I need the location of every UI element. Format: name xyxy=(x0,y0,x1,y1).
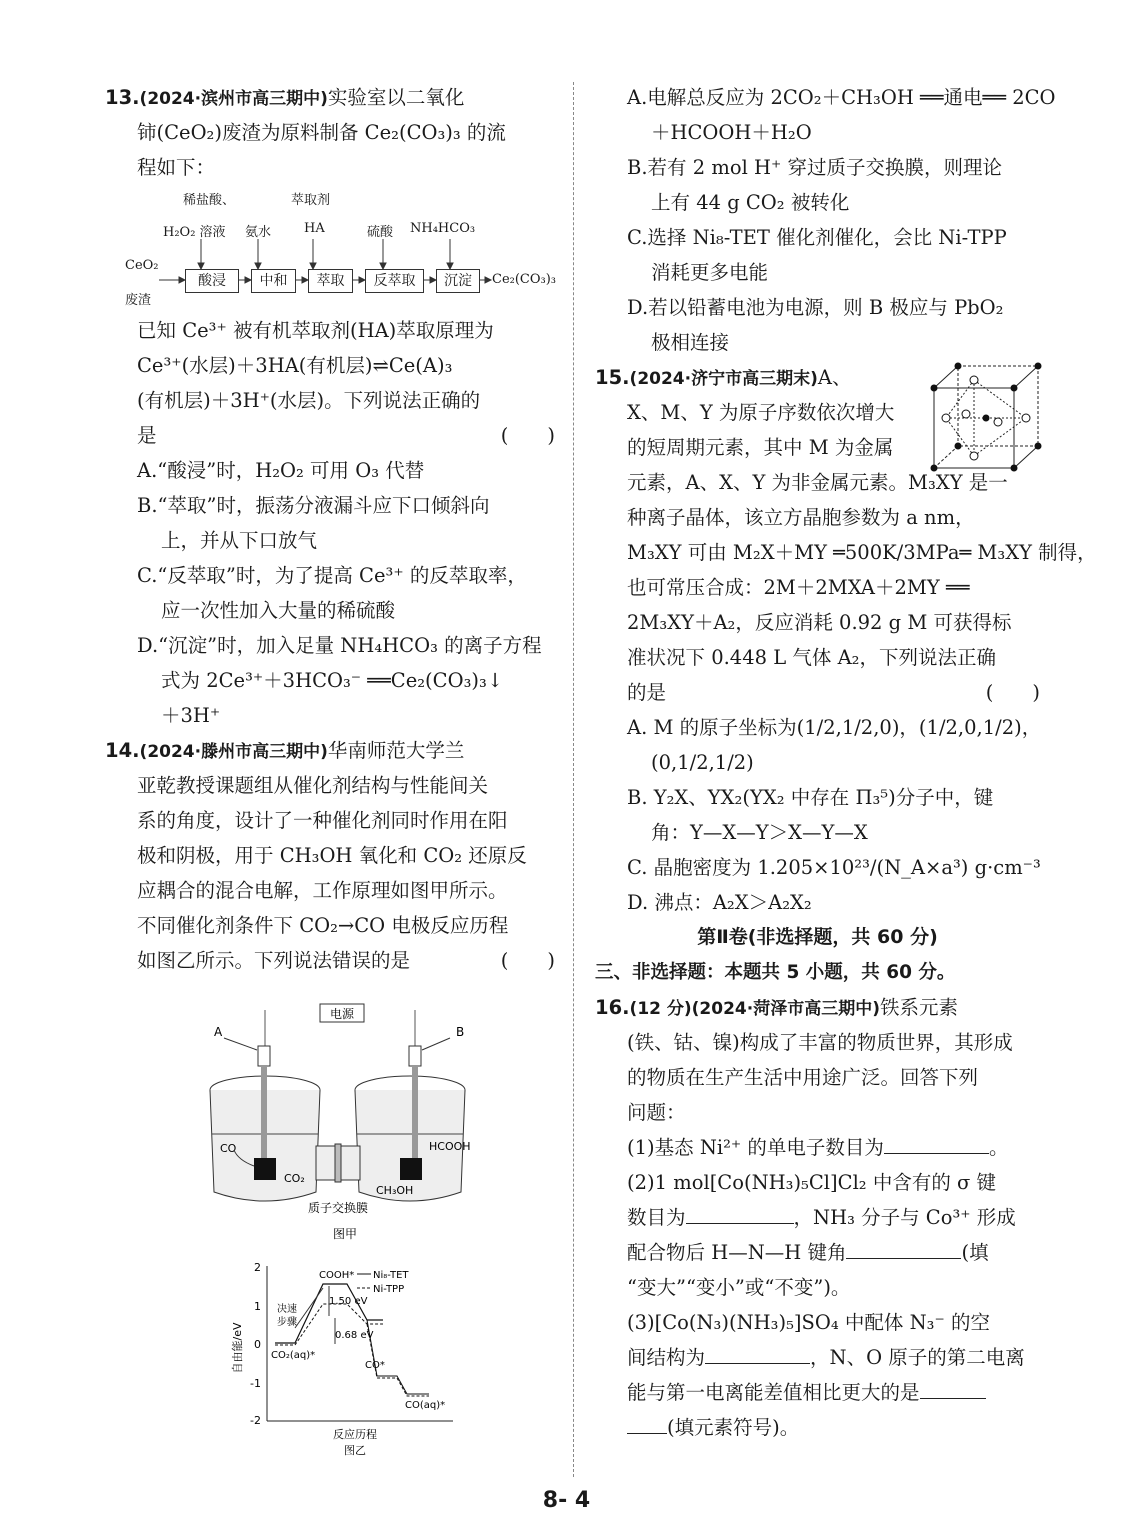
q15-text: M₃XY 可由 M₂X＋MY ═500K/3MPa═ M₃XY 制得， xyxy=(627,541,1097,564)
fig1-power-label: 电源 xyxy=(329,1007,355,1021)
q15-option-a: A. M 的原子坐标为(1/2,1/2,0)，(1/2,0,1/2)， xyxy=(627,716,1042,739)
q13-number: 13. xyxy=(105,86,140,109)
q15-text: X、M、Y 为原子序数依次增大 xyxy=(627,401,895,424)
flow-reagent: H₂O₂ 溶液 xyxy=(163,225,226,240)
q14-text: 系的角度，设计了一种催化剂同时作用在阳 xyxy=(137,809,508,832)
label-cooh: COOH* xyxy=(319,1270,355,1281)
q16-source: (12 分)(2024·菏泽市高三期中) xyxy=(629,999,880,1019)
flow-arrows xyxy=(105,185,555,313)
q14-text: 极和阴极，用于 CH₃OH 氧化和 CO₂ 还原反 xyxy=(137,844,527,867)
flow-reagent: 硫酸 xyxy=(367,225,394,240)
fig2-caption: 图乙 xyxy=(344,1444,366,1457)
label-co2aq: CO₂(aq)* xyxy=(271,1350,316,1361)
q15-source: (2024·济宁市高三期末) xyxy=(629,369,818,389)
q15-text: 2M₃XY＋A₂，反应消耗 0.92 g M 可获得标 xyxy=(627,611,1012,634)
q15-text: 种离子晶体，该立方晶胞参数为 a nm， xyxy=(627,506,975,529)
q13-first-line xyxy=(105,80,555,115)
fig1-ch3oh-label: CH₃OH xyxy=(376,1184,414,1197)
label-step: 决速 xyxy=(277,1304,297,1315)
flow-end: Ce₂(CO₃)₃ xyxy=(492,272,557,287)
q14-option-c: 消耗更多电能 xyxy=(651,261,769,284)
q15-option-b: B. Y₂X、YX₂(YX₂ 中存在 Π₃⁵)分子中，键 xyxy=(627,786,994,809)
answer-blank[interactable] xyxy=(627,1413,667,1434)
legend-entry: Ni₈-TET xyxy=(373,1270,409,1281)
answer-blank[interactable] xyxy=(920,1378,986,1399)
q13-text: 实验室以二氧化 xyxy=(327,86,465,109)
q16-part2: 配合物后 H—N—H 键角 (填 xyxy=(595,1235,1040,1270)
crystal-cell-figure xyxy=(928,362,1046,474)
q14-option-a: A.电解总反应为 2CO₂＋CH₃OH ══通电══ 2CO xyxy=(627,86,1056,109)
y-tick: 2 xyxy=(254,1261,261,1274)
flow-box-extract: 萃取 xyxy=(308,269,353,293)
y-axis-label: 自由能/eV xyxy=(231,1322,244,1374)
flow-start: 废渣 xyxy=(125,293,152,308)
q13-text: 程如下： xyxy=(137,156,216,179)
fig1-caption: 图甲 xyxy=(332,1227,358,1241)
left-column xyxy=(105,80,555,978)
q15-text: 的是 ( ) xyxy=(595,675,1040,710)
q15-text: 准状况下 0.448 L 气体 A₂，下列说法正确 xyxy=(627,646,996,669)
x-axis-label: 反应历程 xyxy=(333,1428,377,1441)
q14-option-d: 极相连接 xyxy=(651,331,730,354)
flow-reagent: NH₄HCO₃ xyxy=(410,221,476,236)
legend-entry: Ni-TPP xyxy=(373,1284,405,1295)
q13-option-d: 式为 2Ce³⁺＋3HCO₃⁻ ══Ce₂(CO₃)₃↓ xyxy=(161,669,504,692)
q13-option-c: C.“反萃取”时，为了提高 Ce³⁺ 的反萃取率， xyxy=(137,564,527,587)
fig1-co-label: CO xyxy=(220,1142,237,1155)
q15-number: 15. xyxy=(595,366,630,389)
q16-part3: (3)[Co(N₃)(NH₃)₅]SO₄ 中配体 N₃⁻ 的空 xyxy=(627,1311,990,1334)
q13-text: Ce³⁺(水层)＋3HA(有机层)⇌Ce(A)₃ xyxy=(137,354,453,377)
q14-number: 14. xyxy=(105,739,140,762)
q14-first-line: 14.(2024·滕州市高三期中)华南师范大学兰 xyxy=(105,739,465,762)
q14-option-b: B.若有 2 mol H⁺ 穿过质子交换膜，则理论 xyxy=(627,156,1002,179)
label-step: 步骤 xyxy=(277,1317,297,1328)
q14-text: 如图乙所示。下列说法错误的是 ( ) xyxy=(105,943,555,978)
q13-source: (2024·滨州市高三期中) xyxy=(139,89,328,109)
q13-option-b: B.“萃取”时，振荡分液漏斗应下口倾斜向 xyxy=(137,494,490,517)
q16-text: (铁、钴、镍)构成了丰富的物质世界，其形成 xyxy=(627,1031,1013,1054)
answer-parens: ( ) xyxy=(500,949,555,972)
q15-text: 也可常压合成：2M＋2MXA＋2MY ══ xyxy=(627,576,970,599)
q15-text: 的短周期元素，其中 M 为金属 xyxy=(627,436,894,459)
fig1-b-label: B xyxy=(456,1025,465,1039)
q13-text: 已知 Ce³⁺ 被有机萃取剂(HA)萃取原理为 xyxy=(137,319,494,342)
q13-text: 是 ( ) xyxy=(105,418,555,453)
answer-blank[interactable] xyxy=(705,1343,810,1364)
page-number: 8- 4 xyxy=(542,1488,591,1513)
q16-part2: 数目为 ，NH₃ 分子与 Co³⁺ 形成 xyxy=(595,1200,1040,1235)
q14-option-a: ＋HCOOH＋H₂O xyxy=(651,121,812,144)
answer-blank[interactable] xyxy=(686,1203,794,1224)
q16-part3: (填元素符号)。 xyxy=(595,1410,1040,1445)
q15-option-c: C. 晶胞密度为 1.205×10²³/(N_A×a³) g·cm⁻³ xyxy=(627,856,1041,879)
section-ii-title: 第Ⅱ卷(非选择题，共 60 分) xyxy=(697,926,938,948)
flow-box-precipitate: 沉淀 xyxy=(436,269,480,293)
q14-text: 亚乾教授课题组从催化剂结构与性能间关 xyxy=(137,774,489,797)
label-0-68ev: 0.68 eV xyxy=(335,1330,374,1341)
flow-start: CeO₂ xyxy=(125,258,159,273)
label-coaq: CO(aq)* xyxy=(405,1400,446,1411)
q15-option-d: D. 沸点：A₂X＞A₂X₂ xyxy=(627,891,812,914)
q13-flow-chart xyxy=(105,185,555,313)
label-1-50ev: 1.50 eV xyxy=(329,1296,368,1307)
q13-option-c: 应一次性加入大量的稀硫酸 xyxy=(161,599,396,622)
section-ii-subtitle: 三、非选择题：本题共 5 小题，共 60 分。 xyxy=(595,962,956,983)
q14-text: 应耦合的混合电解，工作原理如图甲所示。 xyxy=(137,879,508,902)
fig-electrolysis-cell xyxy=(200,1000,490,1245)
q13-option-d: ＋3H⁺ xyxy=(161,704,221,727)
flow-reagent: 萃取剂 xyxy=(291,193,331,208)
q16-part2: (2)1 mol[Co(NH₃)₅Cl]Cl₂ 中含有的 σ 键 xyxy=(627,1171,997,1194)
answer-blank[interactable] xyxy=(884,1133,989,1154)
q16-part3: 能与第一电离能差值相比更大的是 xyxy=(595,1375,1040,1410)
y-tick: 1 xyxy=(254,1300,261,1313)
fig1-hcooh-label: HCOOH xyxy=(429,1140,471,1153)
flow-box-back-extract: 反萃取 xyxy=(365,269,424,293)
column-divider xyxy=(573,82,574,1477)
q16-part1: (1)基态 Ni²⁺ 的单电子数目为 。 xyxy=(595,1130,1040,1165)
q16-text: 的物质在生产生活中用途广泛。回答下列 xyxy=(627,1066,979,1089)
right-column xyxy=(595,80,1097,1445)
flow-box-neutralize: 中和 xyxy=(251,269,296,293)
y-tick: -1 xyxy=(250,1377,261,1390)
y-tick: -2 xyxy=(250,1414,261,1427)
q16-text: 问题： xyxy=(627,1101,686,1124)
q15-text: 元素，A、X、Y 为非金属元素。M₃XY 是一 xyxy=(627,471,1008,494)
flow-reagent: 稀盐酸、 xyxy=(183,193,236,208)
q13-option-b: 上，并从下口放气 xyxy=(161,529,318,552)
q14-option-c: C.选择 Ni₈-TET 催化剂催化，会比 Ni-TPP xyxy=(627,226,1007,249)
flow-box-acid-leach: 酸浸 xyxy=(185,269,239,293)
q14-source: (2024·滕州市高三期中) xyxy=(139,742,328,762)
fig1-a-label: A xyxy=(214,1025,223,1039)
q14-option-b: 上有 44 g CO₂ 被转化 xyxy=(651,191,850,214)
flow-reagent: 氨水 xyxy=(245,225,272,240)
q16-part3: 间结构为 ，N、O 原子的第二电离 xyxy=(595,1340,1040,1375)
flow-reagent: HA xyxy=(304,221,325,236)
q14-option-d: D.若以铅蓄电池为电源，则 B 极应与 PbO₂ xyxy=(627,296,1004,319)
y-tick: 0 xyxy=(254,1338,261,1351)
q16-number: 16. xyxy=(595,996,630,1019)
q13-option-d: D.“沉淀”时，加入足量 NH₄HCO₃ 的离子方程 xyxy=(137,634,542,657)
q13-text: 铈(CeO₂)废渣为原料制备 Ce₂(CO₃)₃ 的流 xyxy=(137,121,506,144)
fig1-co2-label: CO₂ xyxy=(284,1172,305,1185)
q15-option-a: (0,1/2,1/2) xyxy=(651,751,754,774)
fig-energy-profile xyxy=(225,1258,465,1458)
answer-parens: ( ) xyxy=(985,681,1040,704)
q13-text: (有机层)＋3H⁺(水层)。下列说法正确的 xyxy=(137,389,481,412)
q15-option-b: 角：Y—X—Y＞X—Y—X xyxy=(651,821,868,844)
label-co-ads: CO* xyxy=(365,1360,385,1371)
fig1-membrane-label: 质子交换膜 xyxy=(307,1201,369,1215)
q13-option-a: A.“酸浸”时，H₂O₂ 可用 O₃ 代替 xyxy=(137,459,425,482)
q15-first-line: 15.(2024·济宁市高三期末)A、 xyxy=(595,366,852,389)
q16-part2: “变大”“变小”或“不变”)。 xyxy=(627,1276,851,1299)
q14-text: 不同催化剂条件下 CO₂→CO 电极反应历程 xyxy=(137,914,509,937)
q16-first-line: 16.(12 分)(2024·菏泽市高三期中)铁系元素 xyxy=(595,996,958,1019)
answer-blank[interactable] xyxy=(846,1238,961,1259)
answer-parens: ( ) xyxy=(500,424,555,447)
